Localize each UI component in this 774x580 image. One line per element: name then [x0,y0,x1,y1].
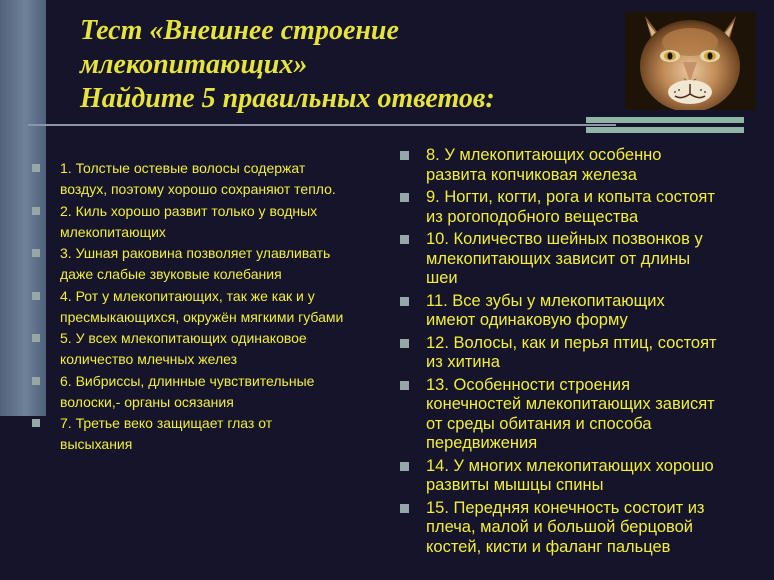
bullet-icon [400,504,409,513]
item-line: передвижения [426,434,538,452]
item-line: воздух, поэтому хорошо сохраняют тепло. [60,181,336,197]
item-line: даже слабые звуковые колебания [60,266,282,282]
bullet-icon [400,151,409,160]
item-line: шеи [426,269,458,287]
item-line: 14. У многих млекопитающих хорошо [426,456,714,475]
bullet-icon [400,462,409,471]
list-item [398,334,774,373]
bullet-icon [32,249,40,257]
item-line: костей, кисти и фаланг пальцев [426,537,671,556]
item-line: волоски,- органы осязания [60,393,234,410]
item-line: 11. Все зубы у млекопитающих [426,291,665,310]
list-item [30,328,390,370]
item-line: высыхания [60,436,133,452]
item-line: количество млечных желез [60,351,238,367]
bullet-icon [32,419,40,427]
list-item [398,292,774,331]
list-item [398,499,774,558]
list-item [30,286,390,328]
list-item [30,243,390,285]
list-item [398,188,774,227]
accent-stripe-bottom [586,127,744,133]
list-item [398,146,774,185]
list-item [398,230,774,289]
slide-title [80,14,495,116]
list-item [30,201,390,243]
right-answer-list [398,146,774,560]
cougar-face-image [625,12,756,110]
item-line: млекопитающих [60,223,166,240]
bullet-icon [400,193,409,202]
item-line: 2. Киль хорошо развит только у водных [60,202,318,219]
bullet-icon [400,297,409,306]
accent-stripe-top [586,117,744,123]
title-line-2: млекопитающих» [80,49,308,80]
item-line: 10. Количество шейных позвонков у [426,230,703,248]
item-line: плеча, малой и большой берцовой [426,518,693,536]
item-line: 1. Толстые остевые волосы содержат [60,160,306,176]
list-item [30,158,390,200]
title-divider-line [28,124,616,126]
title-line-3: Найдите 5 правильных ответов: [80,83,495,114]
item-line: 15. Передняя конечность состоит из [426,498,705,517]
item-line: из рогоподобного вещества [426,207,639,226]
title-line-1: Тест «Внешнее строение [80,15,399,46]
item-line: 13. Особенности строения [426,375,631,394]
bullet-icon [400,235,409,244]
bullet-icon [32,164,40,172]
item-line: от среды обитания и способа [426,414,652,433]
item-line: 12. Волосы, как и перья птиц, состоят [426,333,717,352]
item-line: имеют одинаковую форму [426,311,628,329]
item-line: из хитина [426,353,500,371]
list-item [30,413,390,455]
item-line: развиты мышцы спины [426,476,604,494]
bullet-icon [32,377,40,385]
item-line: конечностей млекопитающих зависят [426,395,715,413]
item-line: 3. Ушная раковина позволяет улавливать [60,245,331,261]
bullet-icon [32,334,40,342]
cougar-photo [625,12,756,110]
item-line: 6. Вибриссы, длинные чувствительные [60,372,315,389]
list-item [30,371,390,413]
item-line: пресмыкающихся, окружён мягкими губами [60,308,344,325]
item-line: 9. Ногти, когти, рога и копыта состоят [426,188,715,206]
item-line: 5. У всех млекопитающих одинаковое [60,330,307,346]
list-item [398,376,774,454]
bullet-icon [32,207,40,215]
item-line: млекопитающих зависит от длины [426,249,691,268]
bullet-icon [32,292,40,300]
item-line: 4. Рот у млекопитающих, так же как и у [60,287,315,304]
left-answer-list [30,158,390,456]
item-line: 7. Третье веко защищает глаз от [60,415,273,431]
item-line: развита копчиковая железа [426,165,637,184]
bullet-icon [400,339,409,348]
item-line: 8. У млекопитающих особенно [426,146,662,164]
list-item [398,457,774,496]
bullet-icon [400,381,409,390]
